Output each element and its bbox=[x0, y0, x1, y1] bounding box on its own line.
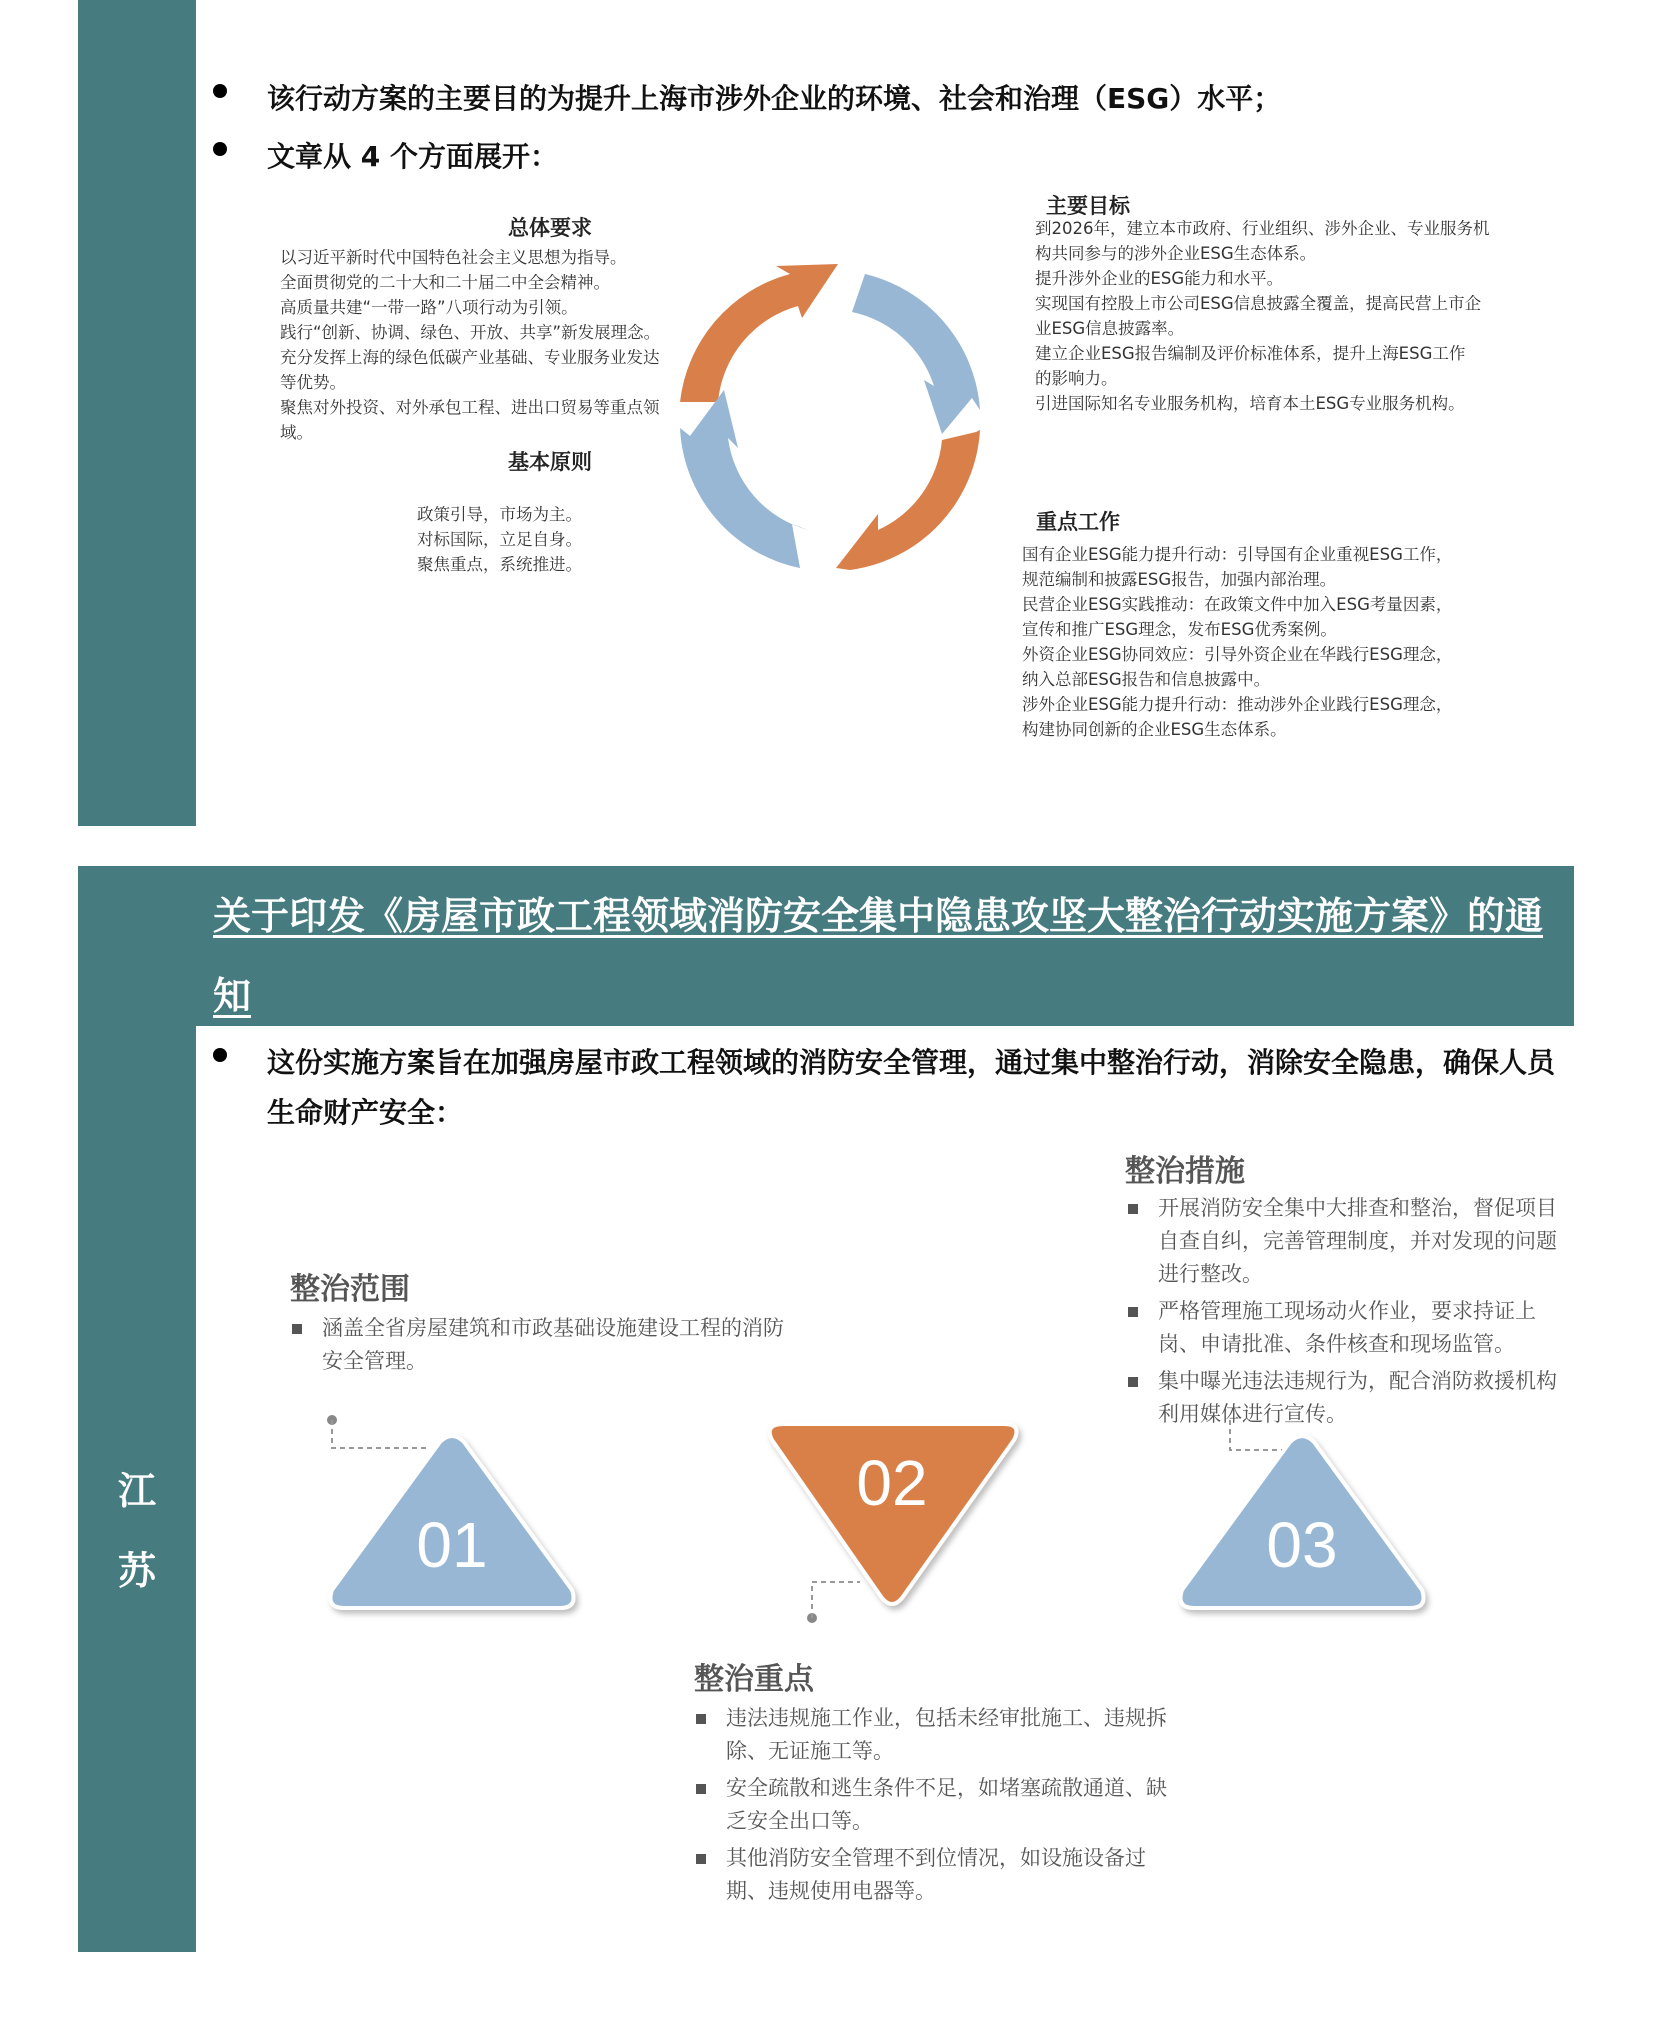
text-line: 政策引导，市场为主。 bbox=[417, 505, 582, 524]
overall-requirements-title: 总体要求 bbox=[508, 216, 592, 240]
text-line: 高质量共建“一带一路”八项行动为引领。 bbox=[280, 298, 578, 317]
text-line: 纳入总部ESG报告和信息披露中。 bbox=[1022, 670, 1271, 689]
region-char-2: 苏 bbox=[118, 1549, 157, 1593]
list-item-text: 违法违规施工作业，包括未经审批施工、违规拆除、无证施工等。 bbox=[726, 1706, 1167, 1763]
list-item-text: 安全疏散和逃生条件不足，如堵塞疏散通道、缺乏安全出口等。 bbox=[726, 1776, 1167, 1833]
list-item-text: 开展消防安全集中大排查和整治，督促项目自查自纠，完善管理制度，并对发现的问题进行整改。 bbox=[1158, 1196, 1557, 1286]
text-line: 实现国有控股上市公司ESG信息披露全覆盖，提高民营上市企 bbox=[1035, 294, 1482, 313]
text-line: 外资企业ESG协同效应：引导外资企业在华践行ESG理念， bbox=[1022, 645, 1453, 664]
text-line: 到2026年，建立本市政府、行业组织、涉外企业、专业服务机 bbox=[1035, 219, 1490, 238]
basic-principles-title: 基本原则 bbox=[508, 450, 592, 474]
connector-line bbox=[332, 1420, 426, 1448]
text-line: 聚焦重点，系统推进。 bbox=[417, 555, 582, 574]
list-item-text: 涵盖全省房屋建筑和市政基础设施建设工程的消防安全管理。 bbox=[322, 1316, 784, 1373]
list-item-text: 严格管理施工现场动火作业，要求持证上岗、申请批准、条件核查和现场监管。 bbox=[1158, 1299, 1536, 1356]
notice-title-link[interactable]: 关于印发《房屋市政工程领域消防安全集中隐患攻坚大整治行动实施方案》的通知 bbox=[213, 894, 1544, 1018]
bullet-purpose-text: 该行动方案的主要目的为提升上海市涉外企业的环境、社会和治理（ESG）水平； bbox=[267, 82, 1282, 115]
connector-line bbox=[812, 1582, 860, 1618]
text-line: 规范编制和披露ESG报告，加强内部治理。 bbox=[1022, 570, 1337, 589]
text-line: 以习近平新时代中国特色社会主义思想为指导。 bbox=[280, 248, 627, 267]
bullet-aspects-text: 文章从 4 个方面展开： bbox=[267, 140, 558, 173]
text-line: 域。 bbox=[280, 423, 313, 442]
text-line: 构共同参与的涉外企业ESG生态体系。 bbox=[1035, 244, 1317, 263]
text-line: 国有企业ESG能力提升行动：引导国有企业重视ESG工作， bbox=[1022, 545, 1453, 564]
step-number-02: 02 bbox=[856, 1447, 928, 1519]
text-line: 建立企业ESG报告编制及评价标准体系，提升上海ESG工作 bbox=[1035, 344, 1466, 363]
text-line: 构建协同创新的企业ESG生态体系。 bbox=[1022, 720, 1287, 739]
text-line: 聚焦对外投资、对外承包工程、进出口贸易等重点领 bbox=[280, 398, 660, 417]
text-line: 提升涉外企业的ESG能力和水平。 bbox=[1035, 269, 1284, 288]
text-line: 业ESG信息披露率。 bbox=[1035, 319, 1185, 338]
measures-title: 整治措施 bbox=[1125, 1154, 1245, 1189]
text-line: 引进国际知名专业服务机构，培育本土ESG专业服务机构。 bbox=[1035, 394, 1465, 413]
text-line: 对标国际，立足自身。 bbox=[417, 530, 582, 549]
list-item-text: 集中曝光违法违规行为，配合消防救援机构利用媒体进行宣传。 bbox=[1158, 1369, 1557, 1426]
text-line: 民营企业ESG实践推动：在政策文件中加入ESG考量因素， bbox=[1022, 595, 1453, 614]
list-item-text: 其他消防安全管理不到位情况，如设施设备过期、违规使用电器等。 bbox=[726, 1846, 1146, 1903]
main-goals-title: 主要目标 bbox=[1046, 194, 1130, 218]
region-char-1: 江 bbox=[118, 1469, 157, 1513]
text-line: 充分发挥上海的绿色低碳产业基础、专业服务业发达 bbox=[280, 348, 660, 367]
key-work-title: 重点工作 bbox=[1036, 510, 1120, 534]
text-line: 宣传和推广ESG理念，发布ESG优秀案例。 bbox=[1022, 620, 1337, 639]
focus-title: 整治重点 bbox=[694, 1662, 814, 1697]
step-number-03: 03 bbox=[1266, 1509, 1338, 1581]
text-line: 涉外企业ESG能力提升行动：推动涉外企业践行ESG理念， bbox=[1022, 695, 1453, 714]
text-line: 践行“创新、协调、绿色、开放、共享”新发展理念。 bbox=[280, 323, 661, 342]
bullet-plan-purpose-text: 这份实施方案旨在加强房屋市政工程领域的消防安全管理，通过集中整治行动，消除安全隐患，确保人员生命财产安全： bbox=[267, 1046, 1556, 1129]
step-number-01: 01 bbox=[416, 1509, 488, 1581]
text-line: 等优势。 bbox=[280, 373, 346, 392]
text-line: 全面贯彻党的二十大和二十届二中全会精神。 bbox=[280, 273, 610, 292]
text-line: 的影响力。 bbox=[1035, 369, 1118, 388]
scope-title: 整治范围 bbox=[290, 1272, 410, 1307]
